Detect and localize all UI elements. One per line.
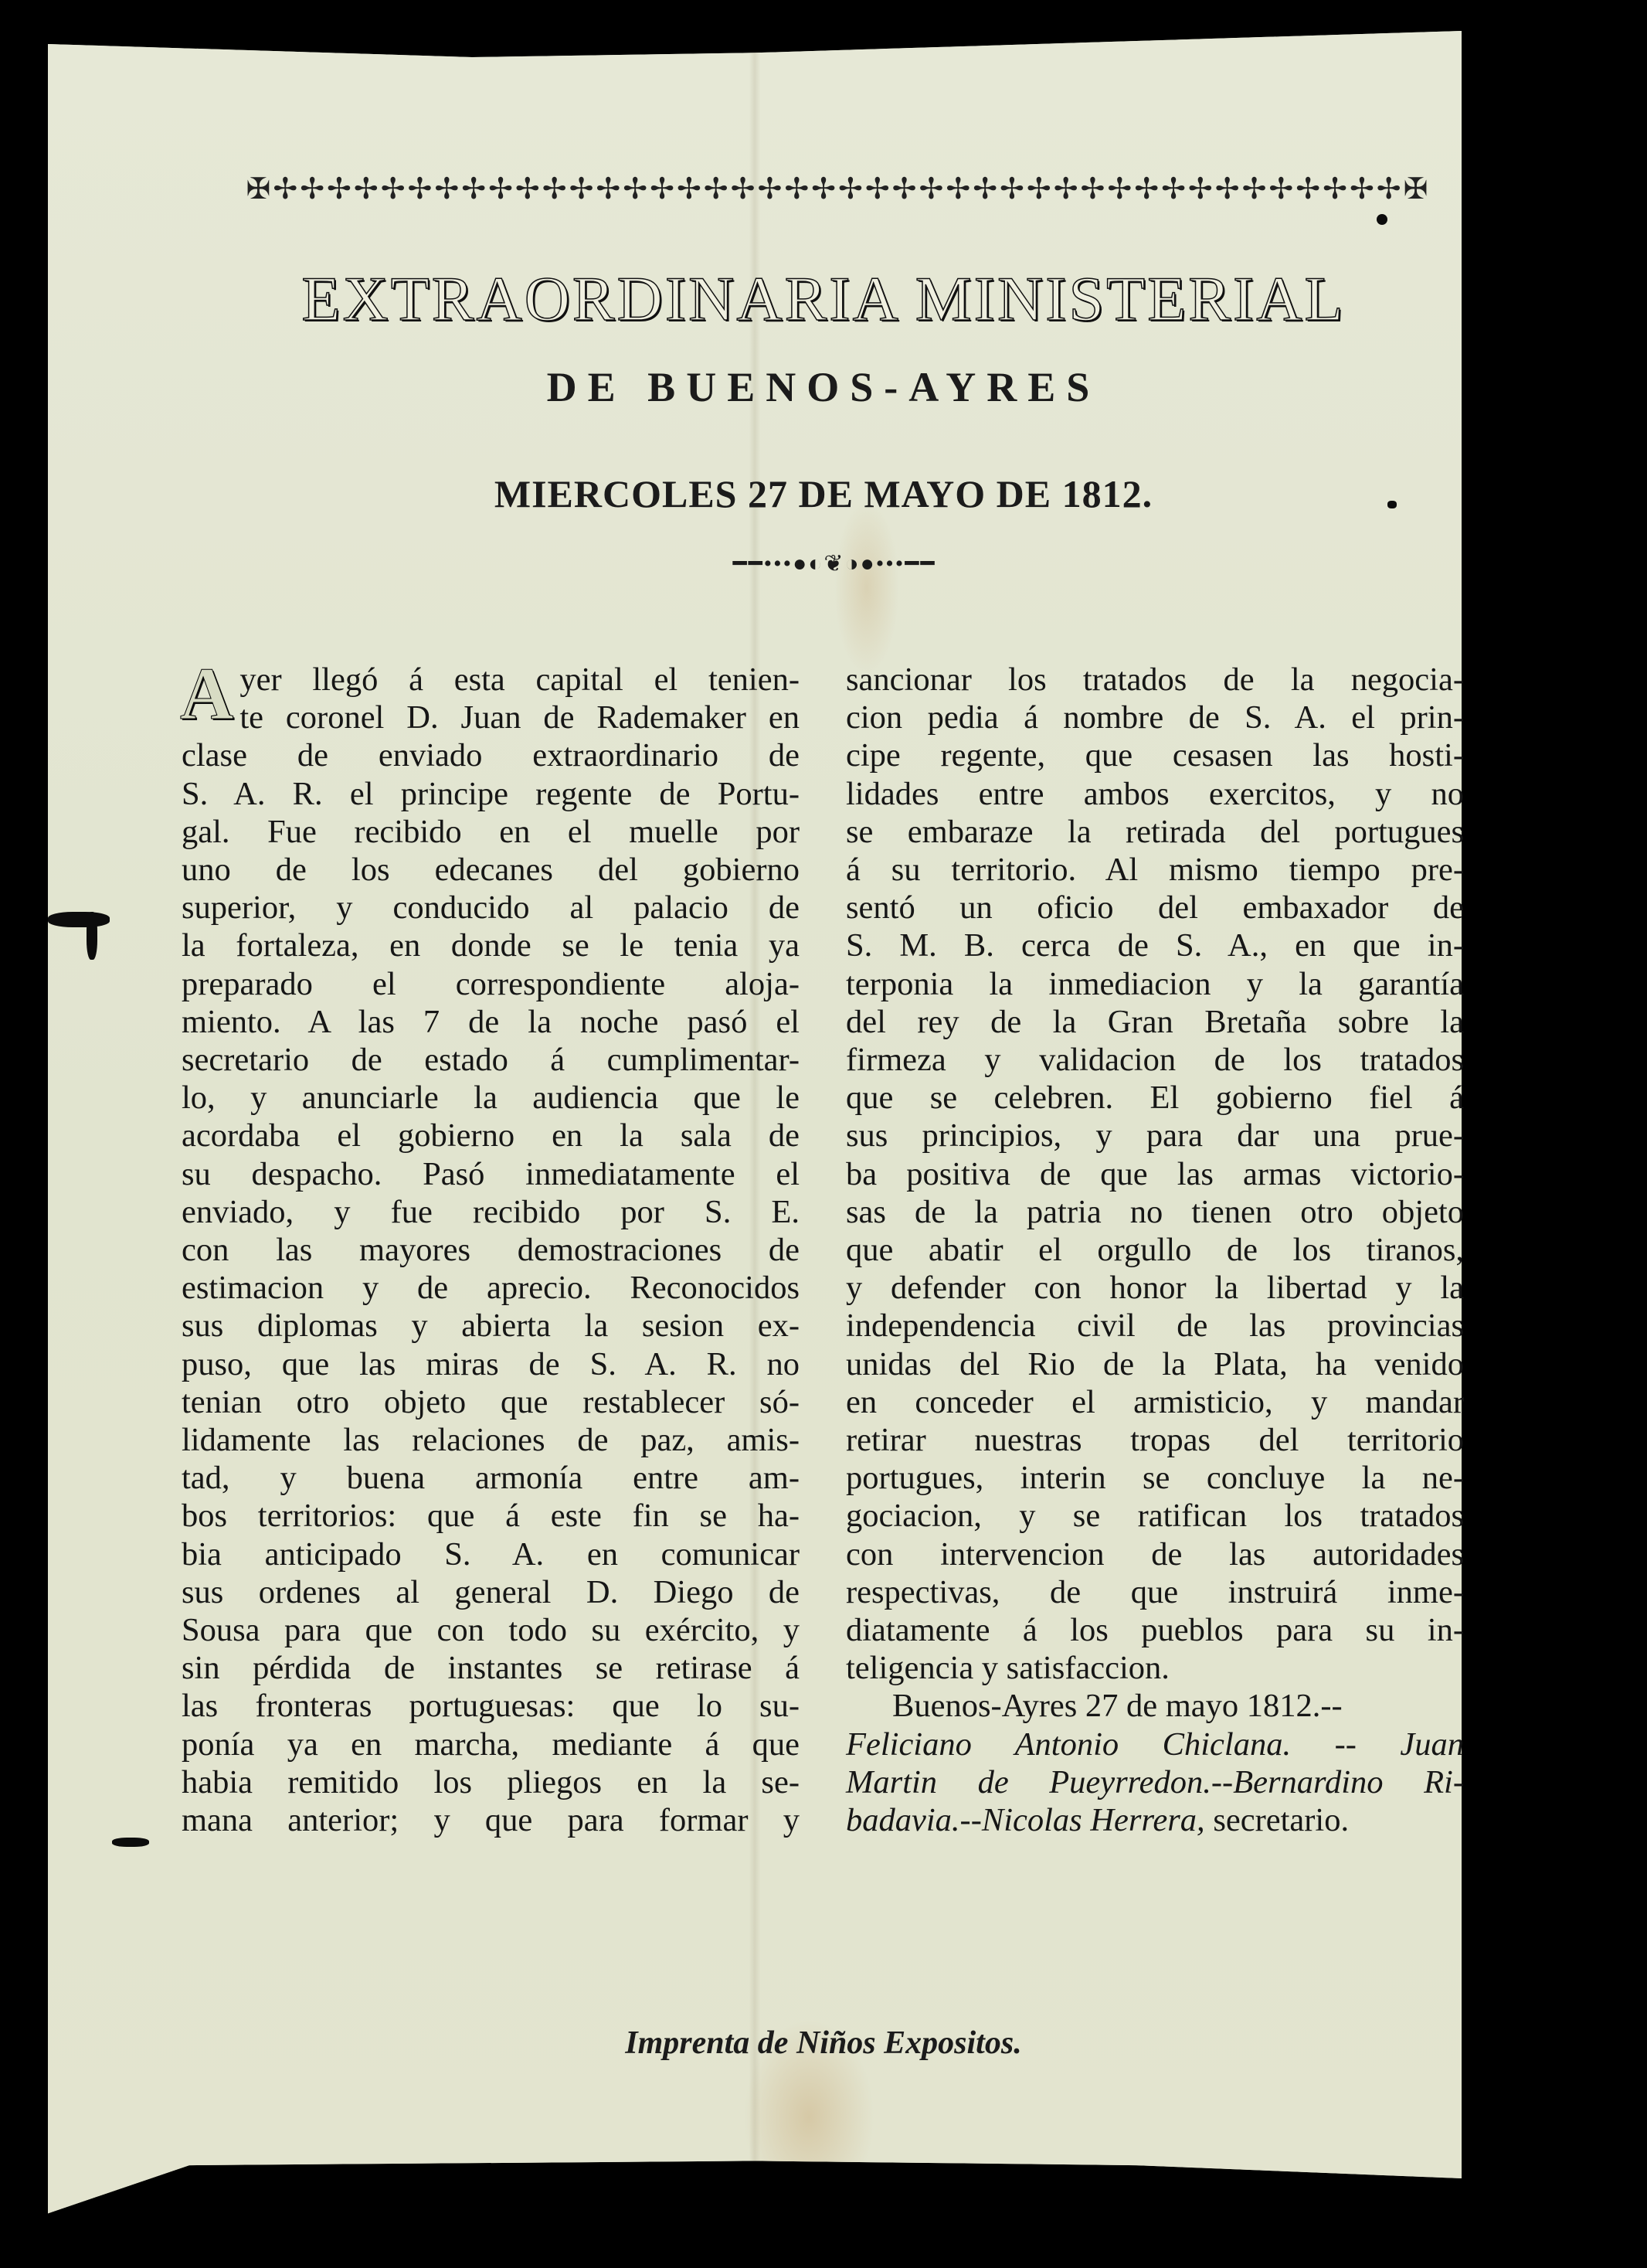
text-line: bia anticipado S. A. en comunicar — [182, 1535, 800, 1573]
signature-names: badavia.--Nicolas Herrera, — [846, 1802, 1205, 1839]
text-line: ponía ya en marcha, mediante á que — [182, 1726, 800, 1763]
text-line: lo, y anunciarle la audiencia que le — [182, 1080, 800, 1117]
text-line: lidamente las relaciones de paz, amis- — [182, 1422, 800, 1459]
ink-blot-lower-margin — [112, 1838, 149, 1847]
text-line: gociacion, y se ratifican los tratados — [846, 1498, 1464, 1535]
text-line: á su territorio. Al mismo tiempo pre- — [846, 852, 1464, 889]
text-line: uno de los edecanes del gobierno — [182, 852, 800, 889]
text-line: enviado, y fue recibido por S. E. — [182, 1193, 800, 1230]
right-column-text — [846, 661, 1464, 1687]
signature-line — [846, 1801, 1464, 1839]
drop-cap: A — [180, 652, 234, 735]
text-line: portugues, interin se concluye la ne- — [846, 1460, 1464, 1497]
text-line: S. M. B. cerca de S. A., en que in- — [846, 927, 1464, 964]
text-line: mana anterior; y que para formar y — [182, 1802, 800, 1839]
ink-blot-left-margin-stem — [87, 912, 97, 960]
text-line: diatamente á los pueblos para su in- — [846, 1612, 1464, 1649]
text-line: su despacho. Pasó inmediatamente el — [182, 1155, 800, 1192]
text-line: que abatir el orgullo de los tiranos, — [846, 1232, 1464, 1269]
text-line: y defender con honor la libertad y la — [846, 1270, 1464, 1307]
left-column-text — [180, 652, 800, 1839]
decorative-border-ornament: ✠✢✢✢✢✢✢✢✢✢✢✢✢✢✢✢✢✢✢✢✢✢✢✢✢✢✢✢✢✢✢✢✢✢✢✢✢✢✢✢✢✢✢✠ — [246, 173, 1431, 206]
text-line: independencia civil de las provincias — [846, 1307, 1464, 1345]
text-line: Sousa para que con todo su exército, y — [182, 1612, 800, 1649]
text-line: firmeza y validacion de los tratados — [846, 1042, 1464, 1079]
text-line: con las mayores demostraciones de — [182, 1232, 800, 1269]
text-line: tad, y buena armonía entre am- — [182, 1460, 800, 1497]
ink-blot-left-margin — [48, 912, 110, 927]
decorative-divider: ━━•••●◐❦◑●•••━━ — [732, 551, 936, 576]
text-line: yer llegó á esta capital el tenien- — [239, 661, 800, 698]
text-line: sus principios, y para dar una prue- — [846, 1117, 1464, 1154]
text-line: sentó un oficio del embaxador de — [846, 889, 1464, 927]
date-line: MIERCOLES 27 DE MAYO DE 1812. — [494, 472, 1153, 515]
text-line: preparado el correspondiente aloja- — [182, 965, 800, 1002]
text-line: sus diplomas y abierta la sesion ex- — [182, 1307, 800, 1345]
text-line: sus ordenes al general D. Diego de — [182, 1573, 800, 1610]
signature-title: secretario. — [1204, 1802, 1350, 1839]
text-line: superior, y conducido al palacio de — [182, 889, 800, 927]
text-line: clase de enviado extraordinario de — [182, 737, 800, 774]
text-line: las fronteras portuguesas: que lo su- — [182, 1688, 800, 1725]
text-line: sin pérdida de instantes se retirase á — [182, 1650, 800, 1687]
page-title: EXTRAORDINARIA MINISTERIAL — [301, 264, 1346, 334]
text-line: cion pedia á nombre de S. A. el prin- — [846, 699, 1464, 736]
text-line: la fortaleza, en donde se le tenia ya — [182, 927, 800, 964]
signature-line — [846, 1763, 1464, 1801]
text-line: terponia la inmediacion y la garantía — [846, 965, 1464, 1002]
text-line: secretario de estado á cumplimentar- — [182, 1042, 800, 1079]
text-line: estimacion y de aprecio. Reconocidos — [182, 1270, 800, 1307]
text-line: S. A. R. el principe regente de Portu- — [182, 775, 800, 812]
text-line: con intervencion de las autoridades — [846, 1535, 1464, 1573]
text-line: unidas del Rio de la Plata, ha venido — [846, 1345, 1464, 1382]
printer-imprint: Imprenta de Niños Expositos. — [625, 2025, 1022, 2061]
signature-names: Feliciano Antonio Chiclana. -- Juan — [846, 1726, 1464, 1763]
signature-line — [846, 1726, 1464, 1763]
page-subtitle: DE BUENOS-AYRES — [546, 364, 1101, 410]
text-line: ba positiva de que las armas victorio- — [846, 1155, 1464, 1192]
text-line: acordaba el gobierno en la sala de — [182, 1117, 800, 1154]
text-line: puso, que las miras de S. A. R. no — [182, 1345, 800, 1382]
text-line: cipe regente, que cesasen las hosti- — [846, 737, 1464, 774]
text-line: retirar nuestras tropas del territorio — [846, 1422, 1464, 1459]
text-line: respectivas, de que instruirá inme- — [846, 1573, 1464, 1610]
signature-names: Martin de Pueyrredon.--Bernardino Ri- — [846, 1763, 1464, 1800]
right-column — [846, 661, 1464, 1839]
ink-dot-top-right — [1377, 214, 1387, 225]
text-line: habia remitido los pliegos en la se- — [182, 1763, 800, 1800]
text-line: en conceder el armisticio, y mandar — [846, 1383, 1464, 1420]
signatures — [846, 1726, 1464, 1840]
left-column — [180, 652, 800, 1839]
dateline: Buenos-Ayres 27 de mayo 1812.-- — [892, 1688, 1343, 1725]
text-line: te coronel D. Juan de Rademaker en — [239, 699, 800, 736]
text-line: miento. A las 7 de la noche pasó el — [182, 1003, 800, 1040]
text-line: teligencia y satisfaccion. — [846, 1650, 1170, 1687]
text-line: bos territorios: que á este fin se ha- — [182, 1498, 800, 1535]
text-line: lidades entre ambos exercitos, y no — [846, 775, 1464, 812]
text-line: se embaraze la retirada del portugues — [846, 813, 1464, 850]
text-line: tenian otro objeto que restablecer só- — [182, 1383, 800, 1420]
text-line: que se celebren. El gobierno fiel á — [846, 1080, 1464, 1117]
text-line: gal. Fue recibido en el muelle por — [182, 813, 800, 850]
text-line: sas de la patria no tienen otro objeto — [846, 1193, 1464, 1230]
text-line: sancionar los tratados de la negocia- — [846, 661, 1464, 698]
text-line: del rey de la Gran Bretaña sobre la — [846, 1003, 1464, 1040]
